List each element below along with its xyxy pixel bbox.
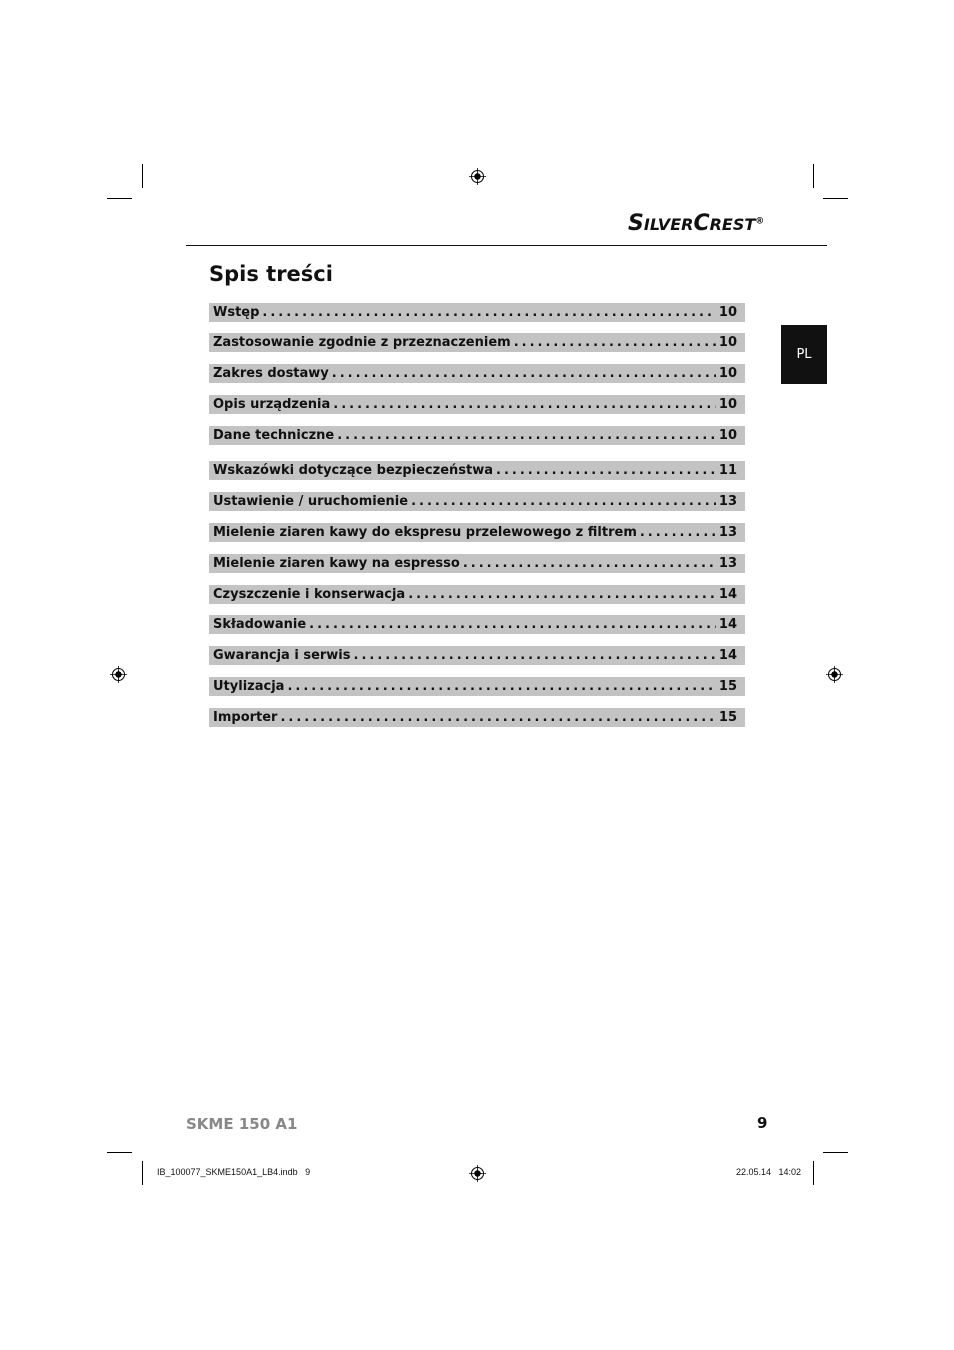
print-slug-date: 22.05.14 14:02	[736, 1167, 802, 1177]
toc-entry-page: 10	[718, 428, 737, 443]
toc-entry[interactable]	[209, 646, 745, 665]
registration-mark-icon	[110, 666, 127, 683]
toc-entry[interactable]	[209, 677, 745, 696]
toc-entry[interactable]	[209, 364, 745, 383]
toc-entry-label: Wstęp	[213, 305, 260, 320]
toc-entry[interactable]	[209, 585, 745, 604]
toc-entry-label: Czyszczenie i konserwacja	[213, 587, 406, 602]
crop-mark	[142, 1161, 143, 1185]
toc-leader-dots	[514, 335, 716, 350]
toc-entry[interactable]	[209, 523, 745, 542]
page-number: 9	[757, 1114, 768, 1132]
model-name: SKME 150 A1	[186, 1115, 298, 1133]
toc-entry[interactable]	[209, 395, 745, 414]
toc-leader-dots	[332, 366, 716, 381]
toc-leader-dots	[640, 525, 716, 540]
print-slug-file: IB_100077_SKME150A1_LB4.indb 9	[157, 1167, 311, 1177]
toc-entry[interactable]	[209, 554, 745, 573]
toc-entry-label: Opis urządzenia	[213, 397, 331, 412]
registration-mark-icon	[826, 666, 843, 683]
language-tab: PL	[781, 325, 827, 384]
crop-mark	[823, 198, 848, 199]
toc-entry-page: 10	[718, 397, 737, 412]
toc-entry[interactable]	[209, 461, 745, 480]
toc-entry-label: Zastosowanie zgodnie z przeznaczeniem	[213, 335, 511, 350]
toc-entry-label: Mielenie ziaren kawy na espresso	[213, 556, 460, 571]
crop-mark	[107, 1152, 132, 1153]
crop-mark	[813, 164, 814, 188]
toc-leader-dots	[262, 305, 715, 320]
toc-entry[interactable]	[209, 615, 745, 634]
toc-entry-label: Ustawienie / uruchomienie	[213, 494, 409, 509]
toc-entry-page: 14	[718, 617, 737, 632]
toc-entry-label: Gwarancja i serwis	[213, 648, 351, 663]
toc-entry-page: 10	[718, 335, 737, 350]
toc-leader-dots	[411, 494, 716, 509]
page-title: Spis treści	[209, 262, 333, 286]
crop-mark	[142, 164, 143, 188]
toc-leader-dots	[408, 587, 716, 602]
toc-leader-dots	[337, 428, 716, 443]
toc-leader-dots	[287, 679, 715, 694]
toc-leader-dots	[280, 710, 715, 725]
toc-leader-dots	[354, 648, 716, 663]
registration-mark-icon	[469, 1165, 486, 1182]
toc-entry-page: 14	[718, 648, 737, 663]
toc-entry-page: 15	[718, 710, 737, 725]
toc-entry-page: 13	[718, 494, 737, 509]
crop-mark	[823, 1152, 848, 1153]
toc-entry-label: Utylizacja	[213, 679, 285, 694]
toc-entry-page: 11	[718, 463, 737, 478]
registration-mark-icon	[469, 168, 486, 185]
toc-leader-dots	[463, 556, 716, 571]
toc-entry-page: 10	[718, 366, 737, 381]
toc-entry-label: Dane techniczne	[213, 428, 335, 443]
toc-entry-page: 13	[718, 525, 737, 540]
toc-leader-dots	[309, 617, 716, 632]
toc-entry-page: 14	[718, 587, 737, 602]
toc-entry-label: Importer	[213, 710, 278, 725]
toc-entry[interactable]	[209, 426, 745, 445]
toc-entry-page: 10	[718, 305, 737, 320]
toc-entry[interactable]	[209, 333, 745, 352]
toc-entry-page: 13	[718, 556, 737, 571]
toc-entry-label: Mielenie ziaren kawy do ekspresu przelewowego z filtrem	[213, 525, 637, 540]
header-rule	[186, 245, 827, 246]
toc-entry-page: 15	[718, 679, 737, 694]
toc-entry-label: Zakres dostawy	[213, 366, 329, 381]
toc-entry[interactable]	[209, 492, 745, 511]
toc-leader-dots	[496, 463, 716, 478]
crop-mark	[813, 1161, 814, 1185]
brand-logo: SILVERCREST®	[628, 211, 765, 236]
crop-mark	[107, 198, 132, 199]
toc-leader-dots	[333, 397, 716, 412]
toc-entry[interactable]	[209, 708, 745, 727]
toc-entry-label: Wskazówki dotyczące bezpieczeństwa	[213, 463, 493, 478]
toc-entry-label: Składowanie	[213, 617, 307, 632]
toc-entry[interactable]	[209, 303, 745, 322]
